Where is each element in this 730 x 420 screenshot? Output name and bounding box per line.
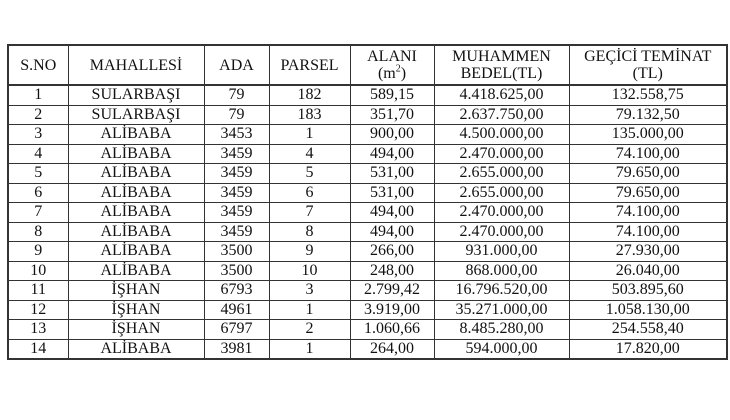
table-row [8, 203, 727, 223]
cell-bedel: 594.000,00 [434, 339, 569, 359]
cell-bedel: 16.796.520,00 [434, 281, 569, 301]
cell-teminat: 132.558,75 [569, 85, 727, 105]
cell-sno: 5 [8, 164, 68, 184]
cell-sno: 2 [8, 105, 68, 125]
cell-alani: 531,00 [350, 164, 434, 184]
cell-teminat: 27.930,00 [569, 242, 727, 262]
cell-mahallesi: ALİBABA [68, 183, 204, 203]
cell-teminat: 1.058.130,00 [569, 300, 727, 320]
cell-sno: 12 [8, 300, 68, 320]
cell-ada: 4961 [204, 300, 269, 320]
cell-mahallesi: ALİBABA [68, 144, 204, 164]
cell-sno: 10 [8, 261, 68, 281]
cell-bedel: 4.418.625,00 [434, 85, 569, 105]
cell-sno: 9 [8, 242, 68, 262]
cell-alani: 494,00 [350, 203, 434, 223]
cell-sno: 8 [8, 222, 68, 242]
cell-mahallesi: ALİBABA [68, 222, 204, 242]
cell-sno: 7 [8, 203, 68, 223]
cell-ada: 3459 [204, 183, 269, 203]
unit-close: ) [400, 65, 407, 82]
cell-teminat: 135.000,00 [569, 125, 727, 145]
cell-teminat: 503.895,60 [569, 281, 727, 301]
cell-parsel: 1 [269, 339, 350, 359]
table-row [8, 339, 727, 359]
cell-parsel: 1 [269, 300, 350, 320]
cell-teminat: 74.100,00 [569, 222, 727, 242]
header-row [8, 45, 727, 85]
cell-alani: 3.919,00 [350, 300, 434, 320]
table-row [8, 261, 727, 281]
cell-alani: 351,70 [350, 105, 434, 125]
header-ada: ADA [204, 45, 269, 85]
table-row [8, 320, 727, 340]
cell-ada: 6793 [204, 281, 269, 301]
header-alani [350, 45, 434, 85]
cell-alani: 264,00 [350, 339, 434, 359]
cell-mahallesi: ALİBABA [68, 164, 204, 184]
cell-parsel: 10 [269, 261, 350, 281]
table-row [8, 242, 727, 262]
cell-ada: 3459 [204, 164, 269, 184]
header-teminat-line2: (TL) [632, 65, 663, 82]
cell-parsel: 3 [269, 281, 350, 301]
table-row [8, 300, 727, 320]
cell-ada: 3500 [204, 261, 269, 281]
header-bedel-line1: MUHAMMEN [452, 48, 551, 65]
cell-teminat: 17.820,00 [569, 339, 727, 359]
cell-parsel: 183 [269, 105, 350, 125]
cell-parsel: 1 [269, 125, 350, 145]
header-alani-line1: ALANI [367, 48, 417, 65]
cell-sno: 14 [8, 339, 68, 359]
cell-ada: 3981 [204, 339, 269, 359]
header-sno: S.NO [8, 45, 68, 85]
cell-alani: 1.060,66 [350, 320, 434, 340]
table-row [8, 164, 727, 184]
cell-mahallesi: İŞHAN [68, 320, 204, 340]
cell-alani: 248,00 [350, 261, 434, 281]
cell-alani: 266,00 [350, 242, 434, 262]
cell-mahallesi: ALİBABA [68, 339, 204, 359]
cell-mahallesi: ALİBABA [68, 125, 204, 145]
cell-bedel: 2.655.000,00 [434, 164, 569, 184]
cell-parsel: 4 [269, 144, 350, 164]
cell-ada: 3453 [204, 125, 269, 145]
cell-mahallesi: İŞHAN [68, 281, 204, 301]
cell-mahallesi: SULARBAŞI [68, 85, 204, 105]
cell-bedel: 2.470.000,00 [434, 222, 569, 242]
cell-mahallesi: İŞHAN [68, 300, 204, 320]
cell-parsel: 9 [269, 242, 350, 262]
cell-sno: 13 [8, 320, 68, 340]
cell-ada: 3459 [204, 203, 269, 223]
cell-sno: 4 [8, 144, 68, 164]
cell-mahallesi: SULARBAŞI [68, 105, 204, 125]
cell-mahallesi: ALİBABA [68, 242, 204, 262]
table-row [8, 183, 727, 203]
cell-alani: 589,15 [350, 85, 434, 105]
cell-bedel: 931.000,00 [434, 242, 569, 262]
cell-parsel: 182 [269, 85, 350, 105]
cell-sno: 1 [8, 85, 68, 105]
cell-bedel: 35.271.000,00 [434, 300, 569, 320]
cell-parsel: 2 [269, 320, 350, 340]
header-bedel-line2: BEDEL(TL) [460, 65, 543, 82]
cell-alani: 900,00 [350, 125, 434, 145]
cell-ada: 3500 [204, 242, 269, 262]
table-row [8, 125, 727, 145]
cell-alani: 494,00 [350, 222, 434, 242]
unit-base: (m [377, 65, 396, 82]
cell-alani: 2.799,42 [350, 281, 434, 301]
cell-bedel: 4.500.000,00 [434, 125, 569, 145]
header-mahallesi: MAHALLESİ [68, 45, 204, 85]
header-teminat-line1: GEÇİCİ TEMİNAT [584, 48, 712, 65]
cell-sno: 11 [8, 281, 68, 301]
table-row [8, 85, 727, 105]
cell-mahallesi: ALİBABA [68, 261, 204, 281]
cell-bedel: 2.637.750,00 [434, 105, 569, 125]
cell-parsel: 5 [269, 164, 350, 184]
cell-bedel: 8.485.280,00 [434, 320, 569, 340]
cell-teminat: 79.650,00 [569, 164, 727, 184]
table-row [8, 222, 727, 242]
cell-ada: 3459 [204, 222, 269, 242]
cell-teminat: 254.558,40 [569, 320, 727, 340]
cell-bedel: 2.470.000,00 [434, 203, 569, 223]
cell-bedel: 2.470.000,00 [434, 144, 569, 164]
cell-parsel: 8 [269, 222, 350, 242]
cell-mahallesi: ALİBABA [68, 203, 204, 223]
table-body [8, 85, 727, 359]
cell-parsel: 7 [269, 203, 350, 223]
unit-superscript: 2 [395, 63, 401, 75]
cell-sno: 3 [8, 125, 68, 145]
cell-teminat: 79.650,00 [569, 183, 727, 203]
cell-ada: 6797 [204, 320, 269, 340]
header-muhammen-bedel [434, 45, 569, 85]
cell-parsel: 6 [269, 183, 350, 203]
cell-bedel: 868.000,00 [434, 261, 569, 281]
header-alani-unit [351, 65, 434, 82]
cell-teminat: 79.132,50 [569, 105, 727, 125]
cell-bedel: 2.655.000,00 [434, 183, 569, 203]
cell-ada: 79 [204, 105, 269, 125]
cell-teminat: 26.040,00 [569, 261, 727, 281]
table-row [8, 281, 727, 301]
cell-ada: 3459 [204, 144, 269, 164]
table-row [8, 144, 727, 164]
cell-teminat: 74.100,00 [569, 144, 727, 164]
cell-alani: 531,00 [350, 183, 434, 203]
table-row [8, 105, 727, 125]
cell-teminat: 74.100,00 [569, 203, 727, 223]
parcel-tender-table [7, 44, 728, 360]
header-gecici-teminat [569, 45, 727, 85]
cell-alani: 494,00 [350, 144, 434, 164]
cell-sno: 6 [8, 183, 68, 203]
header-parsel: PARSEL [269, 45, 350, 85]
cell-ada: 79 [204, 85, 269, 105]
